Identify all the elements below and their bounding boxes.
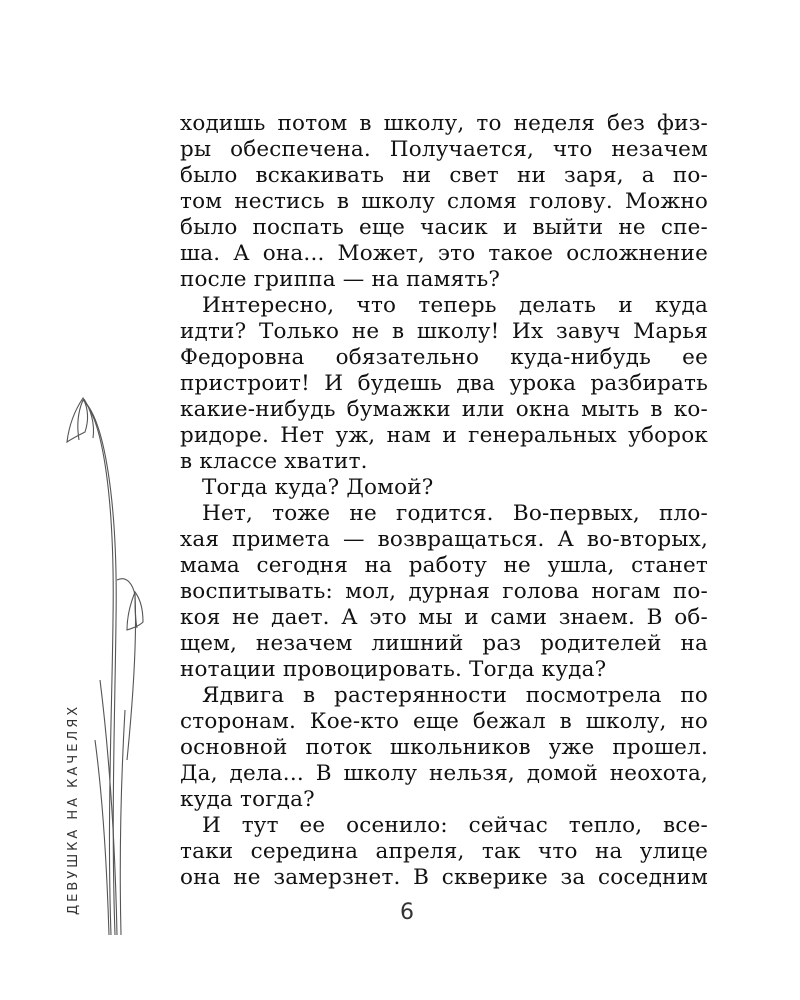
text-line: Федоровна обязательно куда-нибудь ее <box>180 345 708 370</box>
text-line: мама сегодня на работу не ушла, станет <box>180 553 708 578</box>
text-line: пристроит! И будешь два урока разбирать <box>180 371 708 396</box>
text-line: было поспать еще часик и выйти не спе- <box>180 215 708 240</box>
text-line: ходишь потом в школу, то неделя без физ- <box>180 111 708 136</box>
text-line: хая примета — возвращаться. А во-вторых, <box>180 527 708 552</box>
body-text <box>180 111 708 891</box>
text-line: Тогда куда? Домой? <box>202 475 434 500</box>
text-line: ридоре. Нет уж, нам и генеральных уборок <box>180 423 708 448</box>
text-line: И тут ее осенило: сейчас тепло, все- <box>202 813 708 838</box>
text-line: было вскакивать ни свет ни заря, а по- <box>180 163 708 188</box>
text-line: щем, незачем лишний раз родителей на <box>180 631 708 656</box>
text-line: Интересно, что теперь делать и куда <box>202 293 708 318</box>
text-line: коя не дает. А это мы и сами знаем. В об- <box>180 605 708 630</box>
text-line: в классе хватит. <box>180 449 368 474</box>
text-line: идти? Только не в школу! Их завуч Марья <box>180 319 708 344</box>
text-line: воспитывать: мол, дурная голова ногам по- <box>180 579 708 604</box>
text-line: нотации провоцировать. Тогда куда? <box>180 657 607 682</box>
running-title: ДЕВУШКА НА КАЧЕЛЯХ <box>66 703 81 915</box>
page-number: 6 <box>400 900 414 925</box>
text-line: она не замерзнет. В скверике за соседним <box>180 865 708 890</box>
text-line: после гриппа — на память? <box>180 267 501 292</box>
text-line: Нет, тоже не годится. Во-первых, пло- <box>202 501 708 526</box>
text-line: таки середина апреля, так что на улице <box>180 839 708 864</box>
text-line: Да, дела... В школу нельзя, домой неохота, <box>180 761 708 786</box>
text-line: куда тогда? <box>180 787 315 812</box>
text-line: ша. А она... Может, это такое осложнение <box>180 241 708 266</box>
text-line: том нестись в школу сломя голову. Можно <box>180 189 708 214</box>
text-line: какие-нибудь бумажки или окна мыть в ко- <box>180 397 708 422</box>
text-line: основной поток школьников уже прошел. <box>180 735 708 760</box>
text-line: сторонам. Кое-кто еще бежал в школу, но <box>180 709 708 734</box>
text-line: ры обеспечена. Получается, что незачем <box>180 137 708 162</box>
text-line: Ядвига в растерянности посмотрела по <box>202 683 708 708</box>
